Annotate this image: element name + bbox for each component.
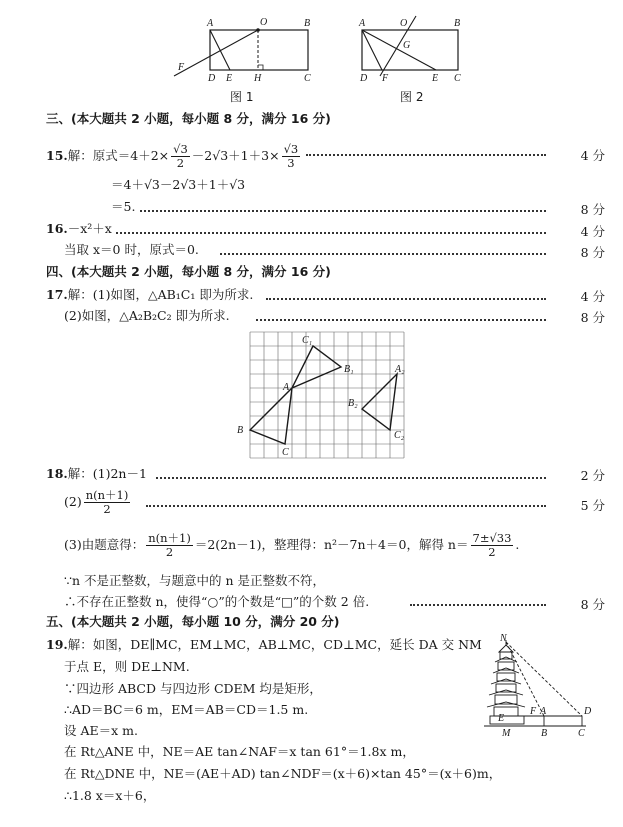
figure-1 [166,12,326,86]
q18-line4: ∵n 不是正整数，与题意中的 n 是正整数不符， [64,573,325,588]
line-FO-extended [380,16,416,76]
q18-part3-lead: (3)由题意得： [64,537,145,552]
q18-leader-dots-1 [156,477,546,479]
label-C: C [304,73,311,84]
q17-score-1: 4 分 [580,289,605,304]
label-F: F [178,62,185,73]
label-D: D [360,73,368,84]
q18-line5: ∴不存在正整数 n，使得“○”的个数是“□”的个数 2 倍. [64,594,370,609]
q15-score-2: 8 分 [580,202,605,217]
q15-line1 [46,143,302,170]
q17-line1 [46,287,253,303]
q17-leader-dots-2 [256,319,546,321]
label-B1: B₁ [344,364,354,375]
q19-tower-figure [478,632,598,738]
label-C: C [578,728,585,738]
q16-line2: 当取 x＝0 时，原式＝0. [64,242,199,257]
line-AE [210,30,230,70]
figure-2-caption: 图 2 [400,90,424,104]
label-A2: A₂ [395,364,405,375]
q15-frac2-num: √3 [283,142,299,156]
q15-fraction-1 [171,143,190,170]
q18-part3-mid: ＝2(2n－1)，整理得：n²－7n＋4＝0，解得 n＝ [194,537,469,552]
label-E: E [498,713,505,724]
q17-grid-figure [232,326,416,460]
q19-text-1: 解：如图，DE∥MC，EM⊥MC，AB⊥MC，CD⊥MC，延长 DA 交 NM [67,637,482,652]
q18-p2-num: n(n＋1) [85,488,129,502]
q16-expr: －x²＋x [67,221,112,236]
q19-line2: 于点 E，则 DE⊥NM. [64,659,190,674]
q15-line3: ＝5. [111,199,136,214]
point-O [256,28,260,32]
q19-line1 [46,637,482,653]
label-O: O [400,18,408,29]
figure-2 [352,12,472,86]
q19-line3: ∵四边形 ABCD 与四边形 CDEM 均是矩形， [64,681,322,696]
label-O: O [260,17,268,28]
q16-score-1: 4 分 [580,224,605,239]
q18-line1 [46,466,147,482]
q15-leader-dots-1 [306,154,546,156]
q18-score-1: 2 分 [580,468,605,483]
q15-mid: －2√3＋1＋3× [191,148,280,163]
q16-leader-dots-2 [220,253,546,255]
label-N: N [500,633,507,644]
label-D: D [584,706,592,717]
label-G: G [403,40,411,51]
section-4-title: 四、(本大题共 2 小题，每小题 8 分，满分 16 分) [46,264,331,279]
q18-score-3: 8 分 [580,597,605,612]
q18-part2-fraction [84,489,131,516]
q16-leader-dots-1 [116,232,546,234]
triangle-AB1C1 [292,346,341,388]
q16-number: 16. [46,221,68,236]
label-B2: B₂ [348,398,358,409]
rect-ABCD [544,716,582,726]
label-D: D [208,73,216,84]
label-C2: C₂ [394,430,405,441]
figure-1-caption: 图 1 [230,90,254,104]
q18-part3-fraction-1 [146,532,193,559]
label-B: B [454,18,461,29]
q19-line7: 在 Rt△DNE 中，NE＝(AE＋AD) tan∠NDF＝(x＋6)×tan 45°＝(x＋6)m， [64,766,502,781]
q18-part3-fraction-2 [471,532,514,559]
q15-number: 15. [46,148,68,163]
q19-line5: 设 AE＝x m. [64,723,138,738]
label-E: E [226,73,233,84]
q15-lead: 解：原式＝4＋2× [67,148,170,163]
q18-p3-num: n(n＋1) [148,531,191,545]
line-AE [362,30,436,70]
label-F: F [530,706,537,717]
q15-frac1-num: √3 [173,142,188,156]
label-F: F [382,73,389,84]
label-A: A [359,18,366,29]
q18-line3 [64,532,519,559]
q17-part1: 解：(1)如图，△AB₁C₁ 即为所求. [67,287,254,302]
q17-number: 17. [46,287,68,302]
q18-line2 [64,489,132,516]
label-B: B [304,18,311,29]
q15-line2: ＝4＋√3－2√3＋1＋√3 [111,177,246,192]
q18-p3-den2: 2 [488,545,496,559]
label-A: A [540,706,547,717]
q18-leader-dots-2 [146,505,546,507]
q18-part3-end: . [515,537,520,552]
q17-leader-dots-1 [266,298,546,300]
q15-leader-dots-2 [140,210,546,212]
q19-line8: ∴1.8 x＝x＋6， [64,788,156,803]
label-B: B [237,425,244,436]
q18-number: 18. [46,466,68,481]
label-C: C [282,447,289,458]
section-5-title: 五、(本大题共 2 小题，每小题 10 分，满分 20 分) [46,614,340,629]
line-FO [174,30,258,76]
q19-line4: ∴AD＝BC＝6 m，EM＝AB＝CD＝1.5 m. [64,702,309,717]
label-E: E [432,73,439,84]
q18-part1: 解：(1)2n－1 [67,466,147,481]
q16-score-2: 8 分 [580,245,605,260]
q15-score-1: 4 分 [580,148,605,163]
sight-line-AN [506,642,544,716]
q19-line6: 在 Rt△ANE 中，NE＝AE tan∠NAF＝x tan 61°＝1.8x m， [64,744,415,759]
label-C: C [454,73,461,84]
q19-number: 19. [46,637,68,652]
q17-line2: (2)如图，△A₂B₂C₂ 即为所求. [64,308,230,323]
label-C1: C₁ [302,335,313,346]
q15-frac2-den: 3 [287,156,295,170]
q15-frac1-den: 2 [176,156,185,170]
q18-p2-den: 2 [103,502,111,516]
q18-p3-den: 2 [165,545,174,559]
label-A: A [283,382,290,393]
q16-line1 [46,221,112,237]
label-A: A [207,18,214,29]
q15-fraction-2 [282,143,301,170]
right-angle-H [258,65,263,70]
pagoda-drawing [487,640,525,724]
label-M: M [502,728,511,738]
q18-leader-dots-3 [410,604,546,606]
label-H: H [254,73,262,84]
label-B: B [541,728,548,738]
q18-p3-num2: 7±√33 [472,531,512,545]
q18-score-2: 5 分 [580,498,605,513]
q18-part2-lead: (2) [64,494,82,509]
q17-score-2: 8 分 [580,310,605,325]
rect-ABCD [210,30,308,70]
section-3-title: 三、(本大题共 2 小题，每小题 8 分，满分 16 分) [46,111,331,126]
